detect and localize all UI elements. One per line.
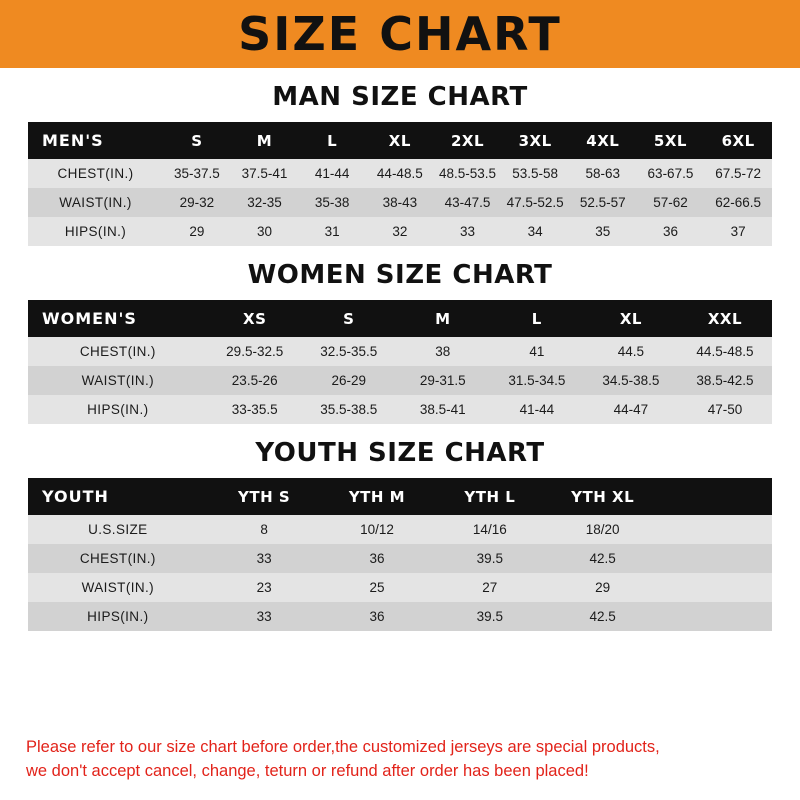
row-label: WAIST(IN.) <box>28 573 208 602</box>
cell: 27 <box>433 573 546 602</box>
cell: 39.5 <box>433 544 546 573</box>
table-women <box>28 300 772 424</box>
row-label: HIPS(IN.) <box>28 602 208 631</box>
col-header: 3XL <box>518 131 552 150</box>
table-row <box>28 366 772 395</box>
cell: 38-43 <box>366 188 434 217</box>
cell: 34.5-38.5 <box>584 366 678 395</box>
cell: 53.5-58 <box>501 159 569 188</box>
cell: 32 <box>366 217 434 246</box>
table-row <box>28 515 772 544</box>
col-header: 5XL <box>653 131 687 150</box>
cell: 41 <box>490 337 584 366</box>
cell: 26-29 <box>302 366 396 395</box>
cell: 31 <box>298 217 366 246</box>
table-row <box>28 573 772 602</box>
col-header: S <box>191 131 203 150</box>
cell: 58-63 <box>569 159 637 188</box>
cell: 44-47 <box>584 395 678 424</box>
cell: 41-44 <box>490 395 584 424</box>
cell: 44.5-48.5 <box>678 337 772 366</box>
cell: 38 <box>396 337 490 366</box>
cell: 57-62 <box>637 188 705 217</box>
cell: 25 <box>321 573 434 602</box>
cell: 36 <box>321 602 434 631</box>
footer-line-1: Please refer to our size chart before order,the customized jerseys are special products, <box>26 738 660 757</box>
col-header: 2XL <box>450 131 485 150</box>
col-header: XL <box>388 131 411 150</box>
col-header: WOMEN'S <box>42 309 137 328</box>
cell: 23 <box>208 573 321 602</box>
table-row <box>28 395 772 424</box>
cell: 33 <box>208 544 321 573</box>
cell: 44-48.5 <box>366 159 434 188</box>
cell: 38.5-41 <box>396 395 490 424</box>
cell: 42.5 <box>546 544 659 573</box>
cell: 37.5-41 <box>231 159 299 188</box>
col-header: YTH L <box>464 487 516 506</box>
header-band <box>0 0 800 68</box>
cell: 29-31.5 <box>396 366 490 395</box>
section-women <box>28 260 772 424</box>
cell: 35 <box>569 217 637 246</box>
table-header-row <box>28 300 772 337</box>
table-row <box>28 544 772 573</box>
cell: 35-38 <box>298 188 366 217</box>
table-header-row <box>28 478 772 515</box>
row-label: WAIST(IN.) <box>28 188 163 217</box>
cell: 29-32 <box>163 188 231 217</box>
section-title-women: WOMEN SIZE CHART <box>247 260 553 290</box>
cell: 42.5 <box>546 602 659 631</box>
row-label: U.S.SIZE <box>28 515 208 544</box>
cell: 63-67.5 <box>637 159 705 188</box>
col-header: L <box>327 131 338 150</box>
cell: 8 <box>208 515 321 544</box>
table-row <box>28 188 772 217</box>
col-header: YOUTH <box>42 487 109 506</box>
row-label: HIPS(IN.) <box>28 395 208 424</box>
cell: 29.5-32.5 <box>208 337 302 366</box>
row-label: WAIST(IN.) <box>28 366 208 395</box>
col-header: MEN'S <box>42 131 104 150</box>
col-header: YTH M <box>348 487 406 506</box>
row-label: CHEST(IN.) <box>28 337 208 366</box>
cell: 62-66.5 <box>704 188 772 217</box>
cell: 41-44 <box>298 159 366 188</box>
col-header-spacer <box>659 478 772 515</box>
cell: 32-35 <box>231 188 299 217</box>
cell: 44.5 <box>584 337 678 366</box>
cell: 33 <box>434 217 502 246</box>
table-header-row <box>28 122 772 159</box>
cell-spacer <box>659 515 772 544</box>
table-man <box>28 122 772 246</box>
cell: 35-37.5 <box>163 159 231 188</box>
row-label: HIPS(IN.) <box>28 217 163 246</box>
cell: 47-50 <box>678 395 772 424</box>
cell: 47.5-52.5 <box>501 188 569 217</box>
table-row <box>28 159 772 188</box>
cell: 48.5-53.5 <box>434 159 502 188</box>
section-man <box>28 82 772 246</box>
cell: 33-35.5 <box>208 395 302 424</box>
section-youth <box>28 438 772 631</box>
cell: 35.5-38.5 <box>302 395 396 424</box>
cell: 43-47.5 <box>434 188 502 217</box>
col-header: M <box>435 309 451 328</box>
col-header: XL <box>619 309 642 328</box>
col-header: YTH S <box>238 487 291 506</box>
col-header: L <box>531 309 542 328</box>
cell: 67.5-72 <box>704 159 772 188</box>
cell: 37 <box>704 217 772 246</box>
page-title: SIZE CHART <box>238 7 562 61</box>
footer-line-2: we don't accept cancel, change, teturn or refund after order has been placed! <box>26 762 589 781</box>
cell: 10/12 <box>321 515 434 544</box>
cell: 52.5-57 <box>569 188 637 217</box>
cell: 34 <box>501 217 569 246</box>
table-row <box>28 602 772 631</box>
table-row <box>28 337 772 366</box>
col-header: M <box>256 131 273 150</box>
col-header: XXL <box>707 309 743 328</box>
cell: 30 <box>231 217 299 246</box>
col-header: XS <box>243 309 267 328</box>
cell: 31.5-34.5 <box>490 366 584 395</box>
footer-disclaimer <box>0 726 800 800</box>
col-header: 6XL <box>721 131 755 150</box>
cell-spacer <box>659 602 772 631</box>
col-header: S <box>343 309 355 328</box>
row-label: CHEST(IN.) <box>28 159 163 188</box>
cell-spacer <box>659 573 772 602</box>
col-header: YTH XL <box>571 487 635 506</box>
cell: 14/16 <box>433 515 546 544</box>
cell: 18/20 <box>546 515 659 544</box>
cell: 29 <box>163 217 231 246</box>
cell-spacer <box>659 544 772 573</box>
cell: 39.5 <box>433 602 546 631</box>
col-header: 4XL <box>586 131 620 150</box>
cell: 36 <box>637 217 705 246</box>
cell: 23.5-26 <box>208 366 302 395</box>
table-row <box>28 217 772 246</box>
table-youth <box>28 478 772 631</box>
cell: 32.5-35.5 <box>302 337 396 366</box>
cell: 29 <box>546 573 659 602</box>
row-label: CHEST(IN.) <box>28 544 208 573</box>
cell: 33 <box>208 602 321 631</box>
cell: 36 <box>321 544 434 573</box>
cell: 38.5-42.5 <box>678 366 772 395</box>
content-area <box>0 68 800 726</box>
section-title-youth: YOUTH SIZE CHART <box>255 438 545 468</box>
section-title-man: MAN SIZE CHART <box>272 82 528 112</box>
